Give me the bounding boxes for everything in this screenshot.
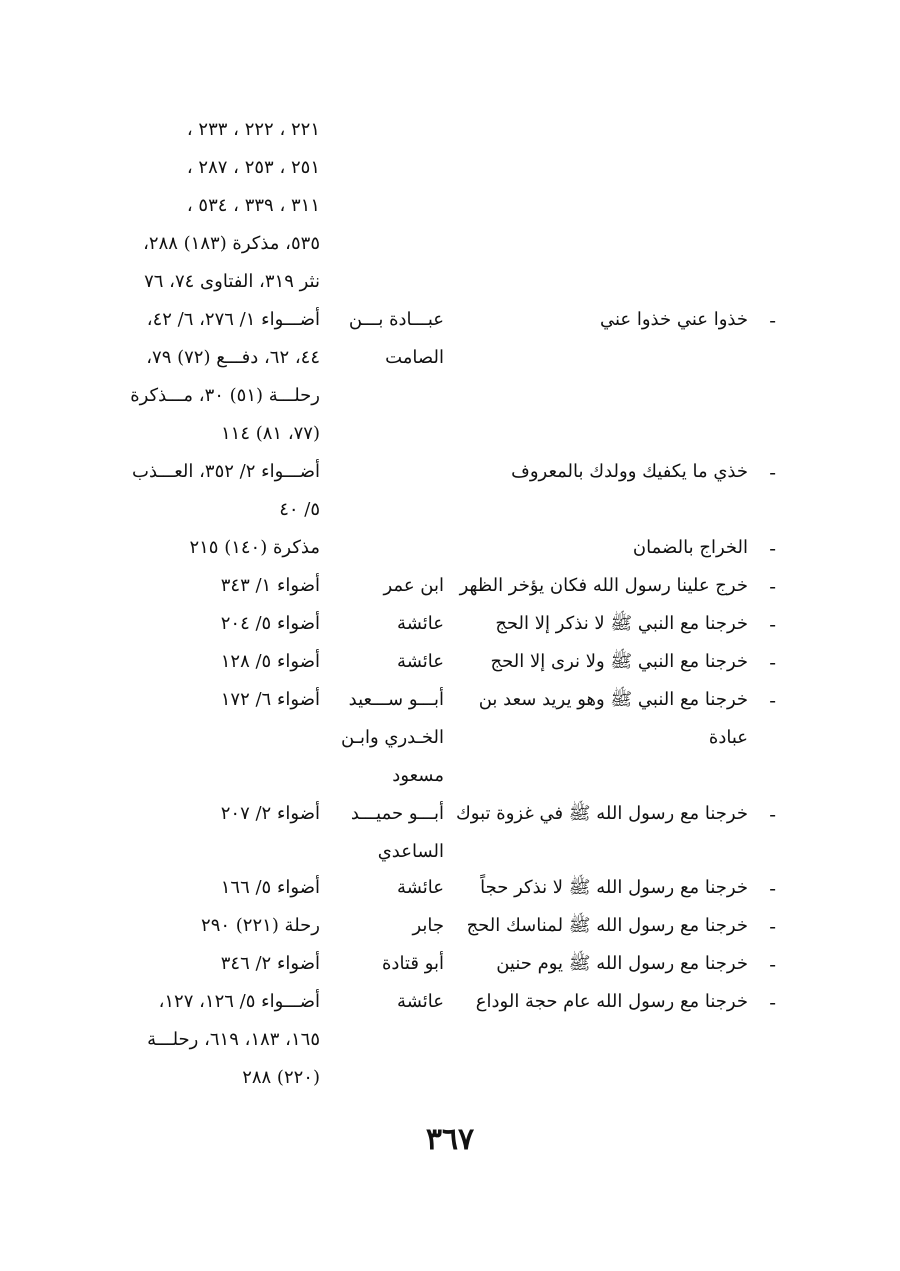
index-line — [0, 529, 900, 567]
narrator: ابن عمر — [383, 575, 444, 596]
entry-dash: - — [769, 802, 776, 826]
narrator: عائشة — [397, 651, 444, 672]
index-line — [0, 491, 900, 529]
index-line — [0, 339, 900, 377]
entry-dash: - — [769, 460, 776, 484]
source-reference: أضـــواء ٢/ ٣٥٢، العـــذب — [132, 461, 320, 482]
narrator: أبو قتادة — [382, 953, 444, 974]
source-reference: (٧٧، ٨١) ١١٤ — [220, 423, 320, 444]
entry-dash: - — [769, 536, 776, 560]
source-reference: رحلـــة (٥١) ٣٠، مـــذكرة — [130, 385, 320, 406]
index-line — [0, 757, 900, 795]
index-line — [0, 149, 900, 187]
index-line — [0, 945, 900, 983]
source-reference: رحلة (٢٢١) ٢٩٠ — [201, 915, 320, 936]
entry-dash: - — [769, 308, 776, 332]
index-line — [0, 681, 900, 719]
index-line — [0, 833, 900, 871]
source-reference: ١٦٥، ١٨٣، ٦١٩، رحلـــة — [147, 1029, 320, 1050]
index-line — [0, 225, 900, 263]
index-line — [0, 1021, 900, 1059]
source-reference: أضواء ٢/ ٢٠٧ — [220, 803, 320, 824]
index-line — [0, 567, 900, 605]
index-line — [0, 869, 900, 907]
source-reference: ٢٢١ ، ٢٢٢ ، ٢٣٣ ، — [186, 119, 320, 140]
source-reference: ٥٣٥، مذكرة (١٨٣) ٢٨٨، — [143, 233, 320, 254]
source-reference: (٢٢٠) ٢٨٨ — [242, 1067, 320, 1088]
entry-dash: - — [769, 612, 776, 636]
entry-dash: - — [769, 650, 776, 674]
index-line — [0, 453, 900, 491]
index-line — [0, 263, 900, 301]
hadith-text: الخراج بالضمان — [632, 537, 748, 558]
narrator: الصامت — [385, 347, 444, 368]
hadith-text: خذي ما يكفيك وولدك بالمعروف — [511, 461, 748, 482]
source-reference: نثر ٣١٩، الفتاوى ٧٤، ٧٦ — [144, 271, 320, 292]
index-line — [0, 605, 900, 643]
source-reference: مذكرة (١٤٠) ٢١٥ — [189, 537, 320, 558]
narrator: عائشة — [397, 991, 444, 1012]
hadith-text: خرجنا مع النبي ﷺ ولا نرى إلا الحج — [490, 651, 748, 672]
hadith-text: عبادة — [708, 727, 748, 748]
hadith-text: خرجنا مع النبي ﷺ لا نذكر إلا الحج — [495, 613, 748, 634]
source-reference: أضـــواء ٥/ ١٢٦، ١٢٧، — [158, 991, 320, 1012]
source-reference: ٥/ ٤٠ — [279, 499, 320, 520]
narrator: مسعود — [392, 765, 444, 786]
hadith-text: خرجنا مع رسول الله عام حجة الوداع — [475, 991, 748, 1012]
source-reference: أضواء ٢/ ٣٤٦ — [220, 953, 320, 974]
index-line — [0, 377, 900, 415]
source-reference: ٤٤، ٦٢، دفـــع (٧٢) ٧٩، — [146, 347, 320, 368]
narrator: عائشة — [397, 613, 444, 634]
index-line — [0, 795, 900, 833]
index-line — [0, 1059, 900, 1097]
hadith-text: خرجنا مع النبي ﷺ وهو يريد سعد بن — [478, 689, 748, 710]
narrator: عائشة — [397, 877, 444, 898]
narrator: أبـــو ســـعيد — [348, 689, 444, 710]
index-line — [0, 111, 900, 149]
entry-dash: - — [769, 914, 776, 938]
source-reference: أضواء ١/ ٣٤٣ — [220, 575, 320, 596]
source-reference: ٢٥١ ، ٢٥٣ ، ٢٨٧ ، — [186, 157, 320, 178]
entry-dash: - — [769, 990, 776, 1014]
source-reference: أضواء ٥/ ٢٠٤ — [220, 613, 320, 634]
narrator: أبـــو حميـــد — [350, 803, 444, 824]
hadith-text: خرجنا مع رسول الله ﷺ في غزوة تبوك — [455, 803, 748, 824]
index-line — [0, 643, 900, 681]
index-line — [0, 719, 900, 757]
narrator: عبـــادة بـــن — [348, 309, 444, 330]
index-line — [0, 907, 900, 945]
index-line — [0, 415, 900, 453]
narrator: الخـدري وابـن — [340, 727, 444, 748]
entry-dash: - — [769, 952, 776, 976]
hadith-text: خرج علينا رسول الله فكان يؤخر الظهر — [459, 575, 748, 596]
source-reference: أضواء ٥/ ١٢٨ — [220, 651, 320, 672]
page-number: ٣٦٧ — [425, 1122, 475, 1157]
source-reference: ٣١١ ، ٣٣٩ ، ٥٣٤ ، — [186, 195, 320, 216]
hadith-text: خرجنا مع رسول الله ﷺ لمناسك الحج — [466, 915, 748, 936]
entry-dash: - — [769, 574, 776, 598]
entry-dash: - — [769, 876, 776, 900]
source-reference: أضواء ٦/ ١٧٢ — [220, 689, 320, 710]
entry-dash: - — [769, 688, 776, 712]
narrator: الساعدي — [377, 841, 444, 862]
narrator: جابر — [412, 915, 444, 936]
hadith-text: خرجنا مع رسول الله ﷺ يوم حنين — [496, 953, 748, 974]
source-reference: أضواء ٥/ ١٦٦ — [220, 877, 320, 898]
index-line — [0, 983, 900, 1021]
index-line — [0, 301, 900, 339]
hadith-text: خرجنا مع رسول الله ﷺ لا نذكر حجاً — [480, 877, 748, 898]
source-reference: أضـــواء ١/ ٢٧٦، ٦/ ٤٢، — [146, 309, 320, 330]
hadith-text: خذوا عني خذوا عني — [599, 309, 748, 330]
index-line — [0, 187, 900, 225]
